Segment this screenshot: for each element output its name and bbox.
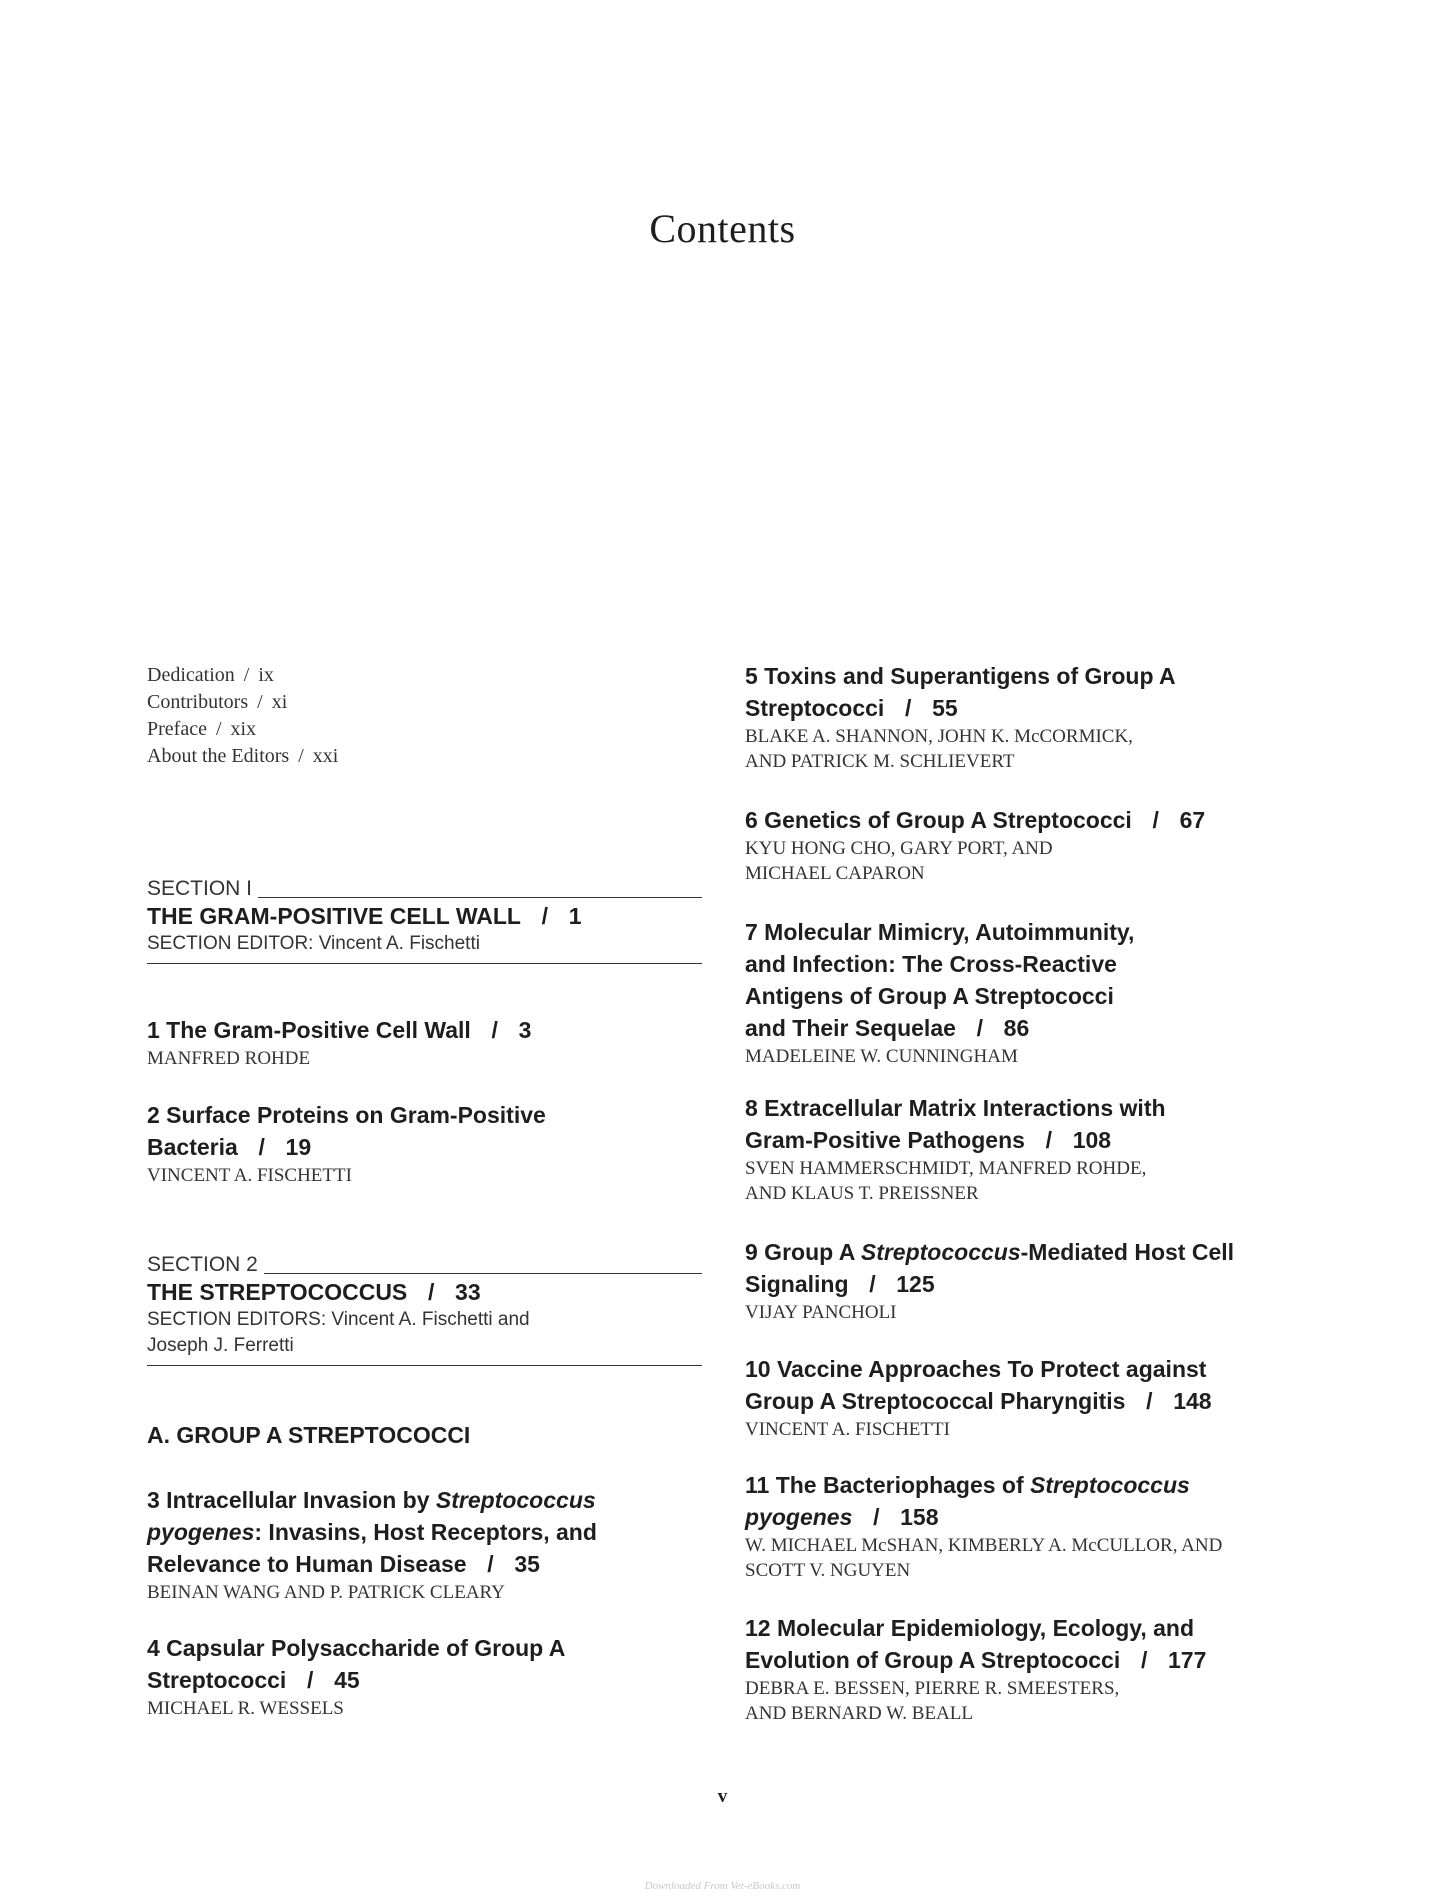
subheading: A. GROUP A STREPTOCOCCI [147, 1422, 471, 1448]
section-2-header [147, 1252, 702, 1366]
section-label: SECTION 2 [147, 1253, 258, 1276]
chapter-authors: MICHAEL R. WESSELS [147, 1698, 344, 1719]
chapter-5: 5 Toxins and Superantigens of Group A Streptococci / 55 BLAKE A. SHANNON, JOHN K. McCORMICK, AND PATRICK M. SCHLIEVERT [745, 660, 1305, 774]
chapter-authors: MANFRED ROHDE [147, 1048, 311, 1069]
chapter-8: 8 Extracellular Matrix Interactions with Gram-Positive Pathogens / 108 SVEN HAMMERSCHMIDT, MANFRED ROHDE, AND KLAUS T. PREISSNER [745, 1092, 1305, 1206]
chapter-authors: VIJAY PANCHOLI [745, 1302, 897, 1323]
section-rule [258, 897, 702, 898]
page-number: v [717, 1786, 728, 1807]
chapter-9: 9 Group A Streptococcus-Mediated Host Cell Signaling / 125 VIJAY PANCHOLI [745, 1236, 1305, 1325]
chapter-authors: W. MICHAEL McSHAN, KIMBERLY A. McCULLOR, AND SCOTT V. NGUYEN [745, 1535, 1223, 1581]
chapter-authors: VINCENT A. FISCHETTI [745, 1419, 950, 1440]
chapter-4: 4 Capsular Polysaccharide of Group A Streptococci / 45 MICHAEL R. WESSELS [147, 1632, 707, 1721]
chapter-7: 7 Molecular Mimicry, Autoimmunity, and Infection: The Cross-Reactive Antigens of Group A Streptococci and Their Sequelae / 86 MADELEINE W. CUNNINGHAM [745, 916, 1305, 1069]
front-matter-list [147, 662, 702, 770]
chapter-2: 2 Surface Proteins on Gram-Positive Bacteria / 19 VINCENT A. FISCHETTI [147, 1099, 707, 1188]
chapter-authors: BLAKE A. SHANNON, JOHN K. McCORMICK, AND PATRICK M. SCHLIEVERT [745, 726, 1133, 772]
section-editor: SECTION EDITOR: Vincent A. Fischetti [147, 931, 702, 964]
left-column [147, 662, 702, 1719]
front-matter-item: Dedication / ix [147, 664, 274, 686]
chapter-12: 12 Molecular Epidemiology, Ecology, and Evolution of Group A Streptococci / 177 DEBRA E. BESSEN, PIERRE R. SMEESTERS, AND BERNARD W. BEALL [745, 1612, 1305, 1726]
chapter-authors: VINCENT A. FISCHETTI [147, 1165, 352, 1186]
section-title: THE GRAM-POSITIVE CELL WALL / 1 [147, 903, 582, 929]
section-editor: SECTION EDITORS: Vincent A. Fischetti and Joseph J. Ferretti [147, 1307, 702, 1366]
chapter-6: 6 Genetics of Group A Streptococci / 67 KYU HONG CHO, GARY PORT, AND MICHAEL CAPARON [745, 804, 1305, 886]
chapter-authors: DEBRA E. BESSEN, PIERRE R. SMEESTERS, AND BERNARD W. BEALL [745, 1678, 1120, 1724]
section-label: SECTION I [147, 877, 253, 900]
chapter-authors: MADELEINE W. CUNNINGHAM [745, 1046, 1018, 1067]
chapter-1: 1 The Gram-Positive Cell Wall / 3 MANFRED ROHDE [147, 1014, 707, 1071]
section-1-header [147, 876, 702, 964]
chapter-3: 3 Intracellular Invasion by Streptococcus pyogenes: Invasins, Host Receptors, and Relevance to Human Disease / 35 BEINAN WANG AND P. PATRICK CLEARY [147, 1484, 707, 1605]
section-title: THE STREPTOCOCCUS / 33 [147, 1279, 481, 1305]
front-matter-item: About the Editors / xxi [147, 745, 339, 767]
section-rule [264, 1273, 702, 1274]
chapter-10: 10 Vaccine Approaches To Protect against Group A Streptococcal Pharyngitis / 148 VINCENT A. FISCHETTI [745, 1353, 1305, 1442]
chapter-11: 11 The Bacteriophages of Streptococcus pyogenes / 158 W. MICHAEL McSHAN, KIMBERLY A. McCULLOR, AND SCOTT V. NGUYEN [745, 1469, 1305, 1583]
page-title: Contents [649, 206, 796, 251]
chapter-authors: BEINAN WANG AND P. PATRICK CLEARY [147, 1582, 505, 1603]
front-matter-item: Preface / xix [147, 718, 257, 740]
chapter-authors: SVEN HAMMERSCHMIDT, MANFRED ROHDE, AND KLAUS T. PREISSNER [745, 1158, 1147, 1204]
watermark-text: Downloaded From Vet-eBooks.com [644, 1880, 801, 1892]
front-matter-item: Contributors / xi [147, 691, 288, 713]
chapter-authors: KYU HONG CHO, GARY PORT, AND MICHAEL CAPARON [745, 838, 1053, 884]
